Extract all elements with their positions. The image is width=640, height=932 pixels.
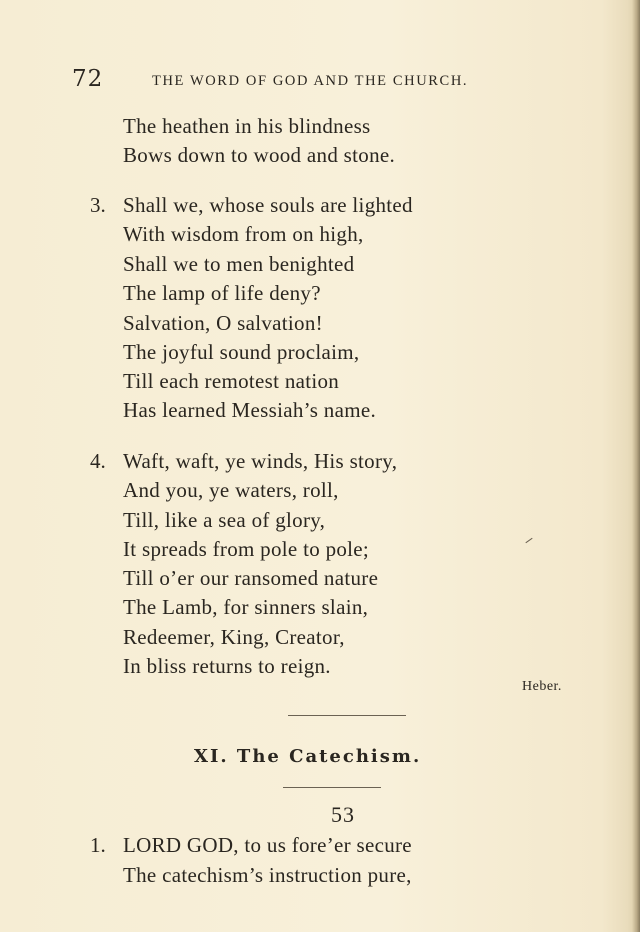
verse-line: Salvation, O salvation!	[123, 311, 323, 335]
running-title: THE WORD OF GOD AND THE CHURCH.	[152, 73, 469, 89]
section-divider	[288, 715, 406, 716]
verse-line: The catechism’s instruction pure,	[123, 863, 412, 887]
stanza-number: 4.	[90, 449, 106, 473]
verse-line: Shall we to men benighted	[123, 252, 355, 276]
verse-line: Till each remotest nation	[123, 369, 340, 393]
verse-line: And you, ye waters, roll,	[123, 478, 339, 502]
section-title: XI. The Catechism.	[194, 746, 422, 767]
stanza-number: 3.	[90, 193, 106, 217]
verse-line: The joyful sound proclaim,	[123, 340, 360, 364]
verse-line: LORD GOD, to us fore’er secure	[123, 833, 412, 857]
verse-line: The Lamb, for sinners slain,	[123, 595, 369, 619]
verse-line: Has learned Messiah’s name.	[123, 398, 377, 422]
verse-line: It spreads from pole to pole;	[123, 537, 370, 561]
verse-line: Shall we, whose souls are lighted	[123, 193, 413, 217]
verse-line: Till o’er our ransomed nature	[123, 566, 379, 590]
verse-line: In bliss returns to reign.	[123, 654, 331, 678]
verse-line: Waft, waft, ye winds, His story,	[123, 449, 398, 473]
page-edge	[632, 0, 640, 932]
verse-line: The heathen in his blindness	[123, 114, 371, 138]
stanza-number: 1.	[90, 833, 106, 857]
verse-line: Bows down to wood and stone.	[123, 143, 396, 167]
page-header	[72, 66, 552, 94]
hymn-divider	[283, 787, 381, 788]
verse-line: Till, like a sea of glory,	[123, 508, 326, 532]
hymn-number: 53	[331, 802, 355, 827]
verse-line: The lamp of life deny?	[123, 281, 321, 305]
page-number: 72	[72, 66, 104, 92]
ink-mark	[525, 538, 532, 543]
verse-line: Redeemer, King, Creator,	[123, 625, 345, 649]
hymn-author: Heber.	[522, 679, 562, 694]
verse-line: With wisdom from on high,	[123, 222, 364, 246]
